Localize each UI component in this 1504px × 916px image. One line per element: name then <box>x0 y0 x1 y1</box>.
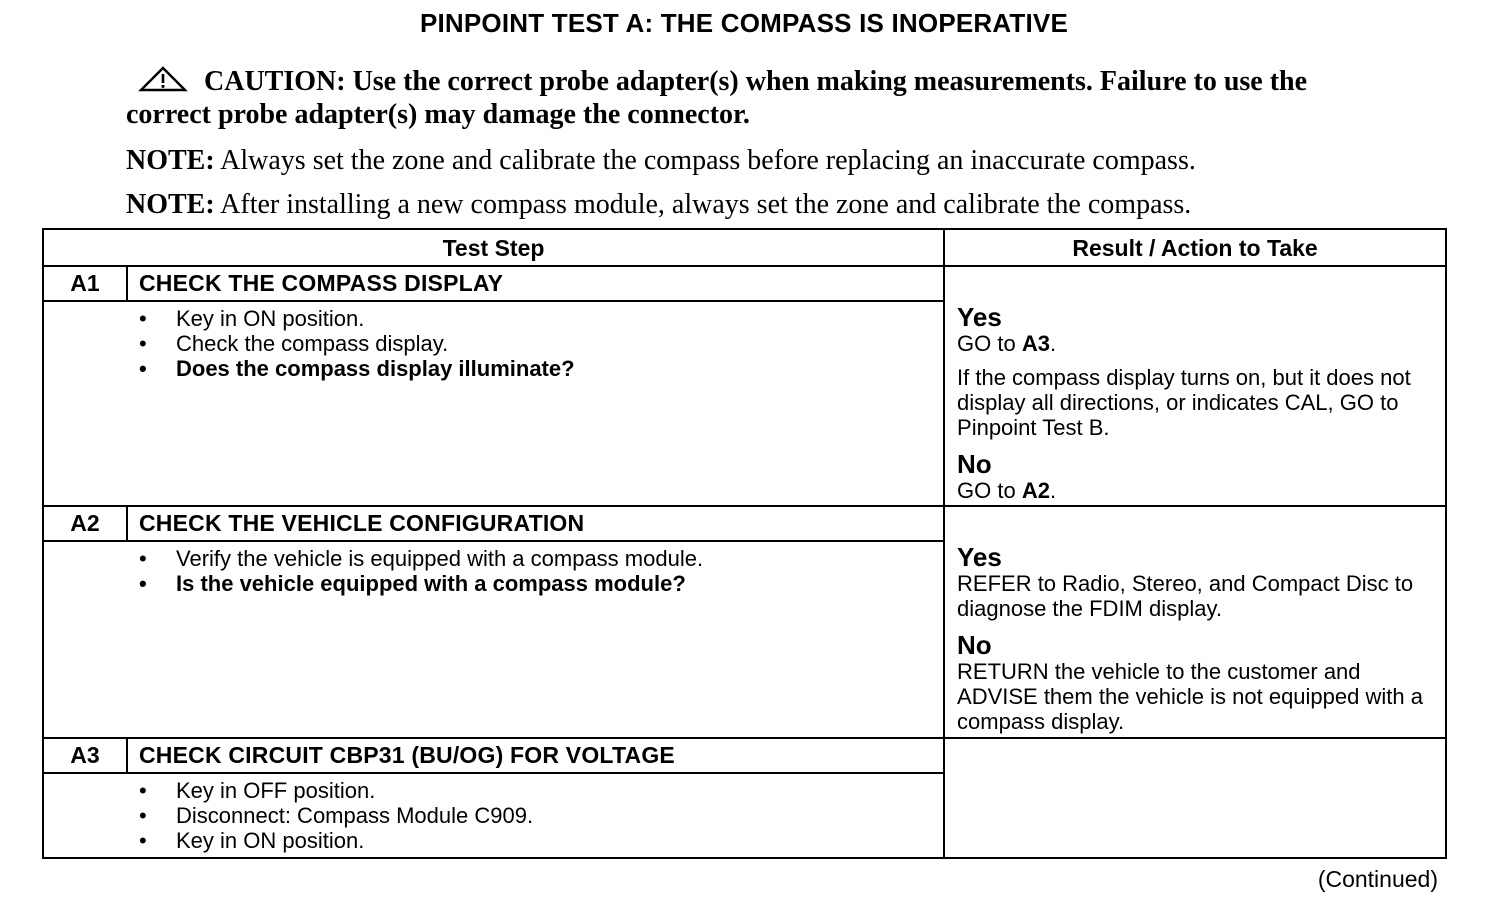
header-test-step: Test Step <box>43 229 944 266</box>
continued-label: (Continued) <box>1317 866 1438 892</box>
list-item: • Check the compass display. <box>43 331 943 356</box>
step-title: CHECK THE COMPASS DISPLAY <box>127 266 944 301</box>
step-id: A2 <box>43 506 127 541</box>
step-bullets <box>43 302 943 381</box>
note-1 <box>126 146 1196 176</box>
list-item: • Key in ON position. <box>43 306 943 331</box>
step-title-row <box>43 738 1446 773</box>
no-label: No <box>957 630 992 660</box>
yes-label: Yes <box>957 302 1002 332</box>
caution-text: Use the correct probe adapter(s) when making measurements. Failure to use the correct probe adapter(s) may damage the connector. <box>126 66 1308 130</box>
list-item: • Verify the vehicle is equipped with a compass module. <box>43 546 943 571</box>
step-title-row <box>43 266 1446 301</box>
step-id: A1 <box>43 266 127 301</box>
no-block: No GO to A2. <box>957 450 1437 503</box>
pinpoint-test-table <box>42 228 1447 859</box>
step-question: • Is the vehicle equipped with a compass module? <box>43 571 943 596</box>
note-label: NOTE: <box>126 145 215 176</box>
note-text: After installing a new compass module, always set the zone and calibrate the compass. <box>214 189 1192 220</box>
list-item: • Disconnect: Compass Module C909. <box>43 803 943 828</box>
step-title: CHECK THE VEHICLE CONFIGURATION <box>127 506 944 541</box>
note-text: Always set the zone and calibrate the compass before replacing an inaccurate compass. <box>214 145 1196 176</box>
step-body <box>127 541 944 738</box>
no-block: No RETURN the vehicle to the customer and ADVISE them the vehicle is not equipped with a compass display. <box>957 631 1437 734</box>
no-label: No <box>957 449 992 479</box>
step-result <box>944 266 1446 506</box>
yes-extra: If the compass display turns on, but it does not display all directions, or indicates CAL, GO to Pinpoint Test B. <box>957 365 1411 440</box>
caution-label: CAUTION: <box>204 66 346 97</box>
yes-action: GO to A3. <box>957 331 1057 356</box>
step-bullets <box>43 774 943 853</box>
step-result <box>944 506 1446 738</box>
step-bullets <box>43 542 943 596</box>
step-result <box>944 738 1446 858</box>
page-title: PINPOINT TEST A: THE COMPASS IS INOPERATIVE <box>419 8 1069 38</box>
note-label: NOTE: <box>126 189 215 220</box>
yes-label: Yes <box>957 542 1002 572</box>
step-id: A3 <box>43 738 127 773</box>
list-item: • Key in ON position. <box>43 828 943 853</box>
step-title: CHECK CIRCUIT CBP31 (BU/OG) FOR VOLTAGE <box>127 738 944 773</box>
header-result: Result / Action to Take <box>944 229 1446 266</box>
step-title-row <box>43 506 1446 541</box>
note-2 <box>126 190 1191 220</box>
warning-triangle-icon <box>138 66 188 99</box>
table-header-row <box>43 229 1446 266</box>
step-question: • Does the compass display illuminate? <box>43 356 943 381</box>
caution-block <box>126 66 1356 130</box>
step-body <box>127 301 944 506</box>
list-item: • Key in OFF position. <box>43 778 943 803</box>
yes-action: REFER to Radio, Stereo, and Compact Disc to diagnose the FDIM display. <box>957 571 1414 621</box>
step-body <box>127 773 944 858</box>
